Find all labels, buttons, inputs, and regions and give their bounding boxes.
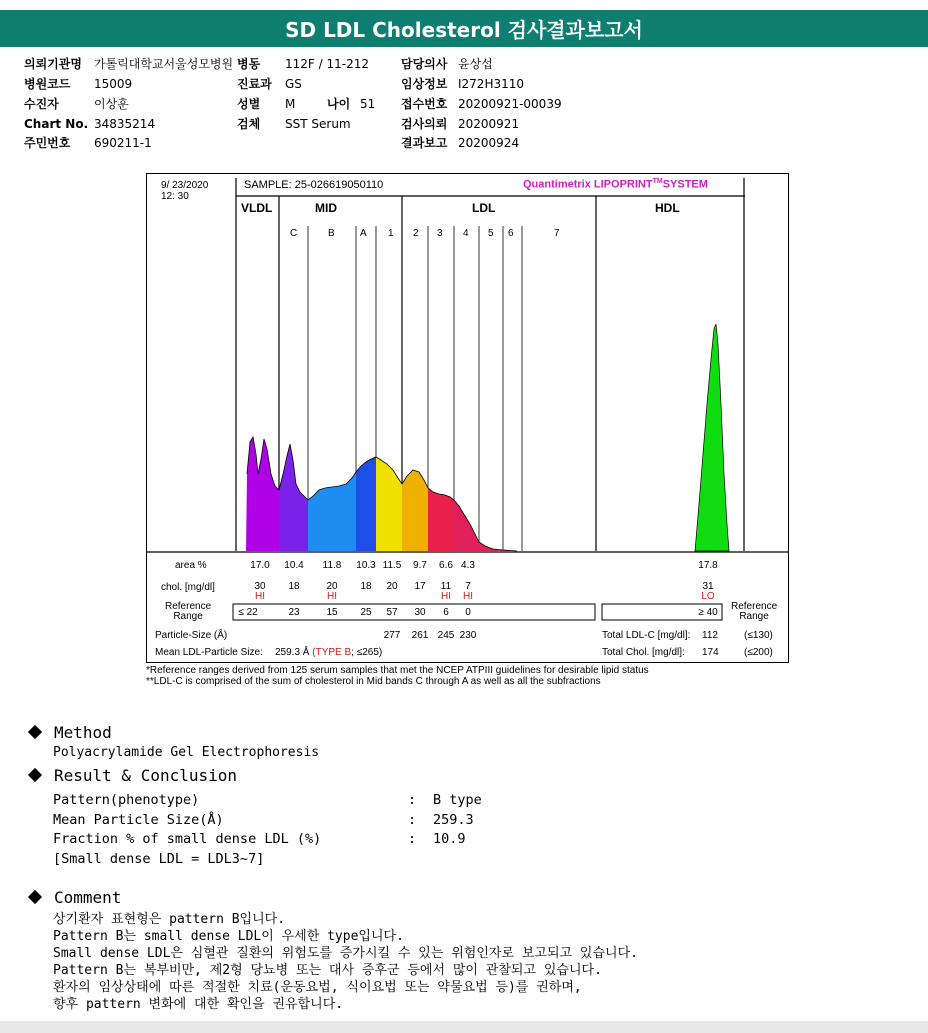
label-resident-no: 주민번호: [24, 136, 71, 150]
chol-value: 30: [254, 581, 266, 592]
row-label-particle: Particle-Size (Å): [155, 630, 228, 641]
subband-label: C: [290, 228, 298, 239]
subband-label: 1: [388, 228, 394, 239]
comment-line: 향후 pattern 변화에 대한 확인을 권유합니다.: [53, 997, 344, 1012]
group-vldl: VLDL: [241, 201, 273, 215]
chol-flag: HI: [255, 591, 265, 602]
total-chol-value: 174: [702, 647, 719, 658]
ref-value: 30: [414, 607, 426, 618]
brand-logo: Quantimetrix LIPOPRINT™SYSTEM: [523, 178, 708, 191]
label-hospital-code: 병원코드: [24, 77, 71, 91]
chol-flag: HI: [441, 591, 451, 602]
particle-size-value: 230: [459, 630, 477, 641]
value-report-date: 20200924: [458, 136, 520, 150]
label-report-date: 결과보고: [401, 136, 448, 150]
report-date: 9/ 23/2020: [161, 180, 209, 191]
hdl-peak: [695, 324, 729, 551]
area-value: 11.8: [322, 560, 342, 571]
value-resident-no: 690211-1: [94, 136, 152, 150]
ref-value: 6: [443, 607, 449, 618]
chol-value: 18: [360, 581, 372, 592]
chol-value: 11: [440, 581, 452, 592]
row-label-chol: chol. [mg/dl]: [161, 582, 215, 593]
bottom-bar: [0, 1021, 928, 1033]
subband-label: 7: [554, 228, 560, 239]
chol-flag: HI: [463, 591, 473, 602]
area-value: 10.4: [284, 560, 304, 571]
sample-id: SAMPLE: 25-026619050110: [244, 179, 384, 191]
comment-line: Small dense LDL은 심혈관 질환의 위험도를 증가시킬 수 있는 위험인자로 보고되고 있습니다.: [53, 946, 638, 961]
comment-heading: Comment: [30, 888, 121, 907]
chol-value: 20: [386, 581, 398, 592]
ref-value: ≤ 22: [238, 607, 258, 618]
subband-label: B: [328, 228, 335, 239]
profile-band-fill: [308, 472, 356, 551]
ref-value: 57: [386, 607, 398, 618]
chol-value: 17: [414, 581, 426, 592]
label-clinical-info: 임상정보: [401, 77, 448, 91]
value-clinical-info: I272H3110: [458, 77, 525, 91]
comment-line: 환자의 임상상태에 따른 적절한 치료(운동요법, 식이요법 또는 약물요법 등)를 권하며,: [53, 980, 582, 995]
value-request-date: 20200921: [458, 117, 520, 131]
info-col3: [401, 57, 562, 156]
value-hospital: 가톨릭대학교서울성모병원: [94, 57, 234, 71]
total-chol-ref: (≤200): [744, 647, 773, 658]
value-age: 51: [360, 97, 376, 111]
particle-size-value: 245: [437, 630, 455, 641]
chol-value: 31: [702, 581, 714, 592]
row-label-ref: Reference Range: [165, 601, 212, 622]
diamond-bullet-icon: [28, 890, 42, 904]
value-hospital-code: 15009: [94, 77, 133, 91]
label-chart-no: Chart No.: [24, 117, 89, 131]
area-value: 4.3: [461, 560, 475, 571]
subband-label: 6: [508, 228, 514, 239]
ref-value: 23: [288, 607, 300, 618]
value-receipt-no: 20200921-00039: [458, 97, 562, 111]
area-value: 6.6: [439, 560, 453, 571]
diamond-bullet-icon: [28, 768, 42, 782]
area-value: 17.8: [698, 560, 718, 571]
result-row-fraction: Fraction % of small dense LDL (%) : 10.9: [53, 831, 466, 847]
result-row-pattern: Pattern(phenotype) : B type: [53, 792, 482, 808]
value-doctor: 윤상섭: [458, 57, 493, 71]
ref-value: 15: [326, 607, 338, 618]
group-ldl: LDL: [472, 201, 496, 215]
value-chart-no: 34835214: [94, 117, 156, 131]
result-heading: Result & Conclusion: [30, 766, 237, 785]
diamond-bullet-icon: [28, 725, 42, 739]
ref-label-right: Reference Range: [731, 601, 778, 622]
profile-band-fill: [246, 437, 279, 551]
chol-value: 18: [288, 581, 300, 592]
footnote-1: *Reference ranges derived from 125 serum samples that met the NCEP ATPIII guidelines for desirable lipid status: [146, 665, 649, 676]
label-sex: 성별: [237, 97, 261, 111]
result-note: [Small dense LDL = LDL3~7]: [53, 851, 265, 867]
area-value: 10.3: [356, 560, 376, 571]
label-specimen: 검체: [237, 117, 261, 131]
report-title: SD LDL Cholesterol 검사결과보고서: [0, 10, 928, 47]
subband-label: 5: [488, 228, 494, 239]
profile-band-fill: [356, 457, 376, 551]
value-ward: 112F / 11-212: [285, 57, 369, 71]
chol-flag: LO: [701, 591, 715, 602]
ref-value: 25: [360, 607, 372, 618]
ref-value: ≥ 40: [698, 607, 718, 618]
mean-value: 259.3 Å (TYPE B; ≤265): [275, 647, 383, 658]
curve-fills: [246, 324, 729, 551]
row-label-mean: Mean LDL-Particle Size:: [155, 647, 263, 658]
chol-value: 20: [326, 581, 338, 592]
area-value: 11.5: [382, 560, 402, 571]
area-value: 9.7: [413, 560, 427, 571]
profile-band-fill: [402, 470, 428, 551]
label-ward: 병동: [237, 57, 261, 71]
total-ldl-label: Total LDL-C [mg/dl]:: [602, 630, 691, 641]
report-time: 12: 30: [161, 191, 189, 202]
particle-size-value: 261: [411, 630, 429, 641]
label-department: 진료과: [237, 77, 272, 91]
particle-size-value: 277: [383, 630, 401, 641]
chol-flag: HI: [327, 591, 337, 602]
value-specimen: SST Serum: [285, 117, 351, 131]
info-col1: [24, 57, 233, 156]
profile-band-fill: [376, 457, 402, 551]
footnote-2: **LDL-C is comprised of the sum of cholesterol in Mid bands C through A as well as all the subfractions: [146, 676, 601, 687]
area-value: 17.0: [250, 560, 270, 571]
label-receipt-no: 접수번호: [401, 97, 448, 111]
total-ldl-ref: (≤130): [744, 630, 773, 641]
comment-line: 상기환자 표현형은 pattern B입니다.: [53, 912, 286, 927]
subband-label: A: [360, 228, 367, 239]
info-col2: [237, 57, 375, 136]
chol-value: 7: [465, 581, 471, 592]
comment-line: Pattern B는 small dense LDL이 우세한 type입니다.: [53, 929, 404, 944]
label-request-date: 검사의뢰: [401, 117, 448, 131]
value-department: GS: [285, 77, 302, 91]
row-label-area: area %: [175, 560, 207, 571]
value-patient: 이상훈: [94, 97, 129, 111]
subband-label: 4: [463, 228, 469, 239]
label-doctor: 담당의사: [401, 57, 448, 71]
method-text: Polyacrylamide Gel Electrophoresis: [53, 745, 320, 760]
subband-label: 3: [437, 228, 443, 239]
method-heading: Method: [30, 723, 112, 742]
subband-label: 2: [413, 228, 419, 239]
total-chol-label: Total Chol. [mg/dl]:: [602, 647, 685, 658]
group-mid: MID: [315, 201, 337, 215]
profile-band-fill: [279, 444, 308, 551]
group-hdl: HDL: [655, 201, 680, 215]
label-age: 나이: [327, 97, 351, 111]
comment-line: Pattern B는 복부비만, 제2형 당뇨병 또는 대사 증후군 등에서 많이 관찰되고 있습니다.: [53, 963, 602, 978]
ref-value: 0: [465, 607, 471, 618]
result-row-size: Mean Particle Size(Å) : 259.3: [53, 812, 474, 828]
value-sex: M: [285, 97, 296, 111]
label-patient: 수진자: [24, 97, 59, 111]
total-ldl-value: 112: [702, 630, 718, 641]
profile-band-fill: [454, 500, 479, 551]
lipoprint-report: [146, 173, 789, 663]
label-hospital: 의뢰기관명: [24, 57, 82, 71]
